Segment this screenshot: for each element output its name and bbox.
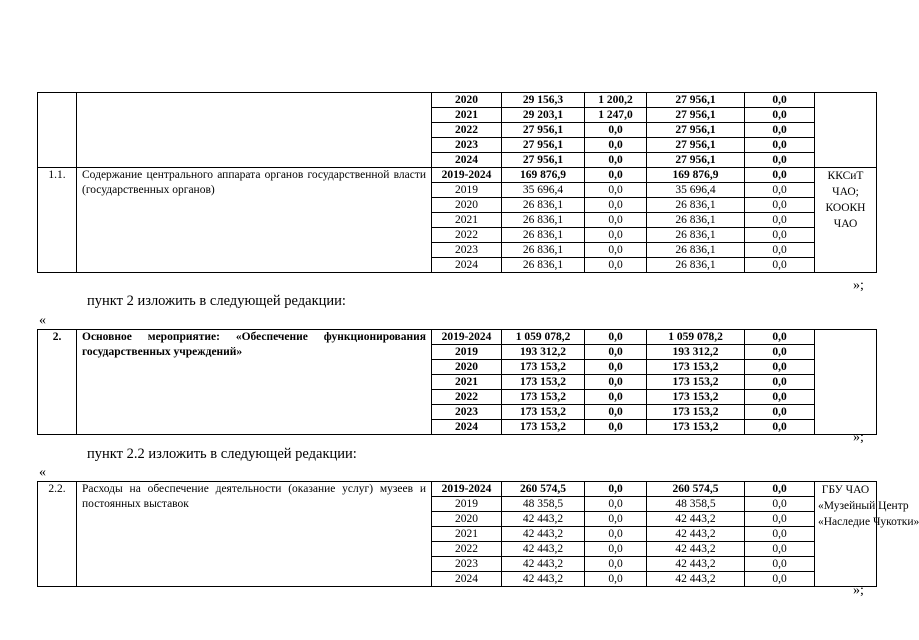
- budget-table-2: [37, 329, 877, 435]
- table-row: 1.1. Содержание центрального аппарата органов государственной власти (государственных органов) 2019-2024 169 876,9 0,0 169 876,9 0,0 ККСиТ ЧАО; КООКН ЧАО: [38, 168, 877, 183]
- responsible-executors: ККСиТ ЧАО; КООКН ЧАО: [815, 168, 877, 273]
- table-row: 2020 42 443,2 0,0 42 443,2 0,0: [38, 512, 877, 527]
- table-row: 2022 26 836,1 0,0 26 836,1 0,0: [38, 228, 877, 243]
- opening-quote: «: [39, 313, 46, 328]
- table-row: 2022 42 443,2 0,0 42 443,2 0,0: [38, 542, 877, 557]
- table-row: 2021 173 153,2 0,0 173 153,2 0,0: [38, 375, 877, 390]
- closing-quote: »;: [853, 430, 864, 445]
- table-row: 2024 173 153,2 0,0 173 153,2 0,0: [38, 420, 877, 435]
- table-row: 2022 27 956,1 0,0 27 956,1 0,0: [38, 123, 877, 138]
- table-row: 2024 26 836,1 0,0 26 836,1 0,0: [38, 258, 877, 273]
- section-number: 2.: [38, 330, 77, 435]
- table-row: 2023 173 153,2 0,0 173 153,2 0,0: [38, 405, 877, 420]
- table-row: 2022 173 153,2 0,0 173 153,2 0,0: [38, 390, 877, 405]
- responsible-executors: ГБУ ЧАО «Музейный Центр «Наследие Чукотки»: [815, 482, 877, 587]
- closing-quote: »;: [853, 583, 864, 598]
- table-row: 2019 35 696,4 0,0 35 696,4 0,0: [38, 183, 877, 198]
- table-row: 2024 42 443,2 0,0 42 443,2 0,0: [38, 572, 877, 587]
- resp-cell: [815, 93, 877, 168]
- table-row: 2020 26 836,1 0,0 26 836,1 0,0: [38, 198, 877, 213]
- resp-cell: [815, 330, 877, 435]
- section-number: 2.2.: [38, 482, 77, 587]
- section-number: 1.1.: [38, 168, 77, 273]
- budget-table-3: [37, 481, 919, 587]
- table-row: 2019 48 358,5 0,0 48 358,5 0,0: [38, 497, 877, 512]
- table-row: 2023 26 836,1 0,0 26 836,1 0,0: [38, 243, 877, 258]
- table-row: 2021 29 203,1 1 247,0 27 956,1 0,0: [38, 108, 877, 123]
- paragraph-instruction: пункт 2 изложить в следующей редакции:: [87, 293, 346, 309]
- budget-table-1: [37, 92, 877, 273]
- paragraph-instruction: пункт 2.2 изложить в следующей редакции:: [87, 446, 357, 462]
- table-row: 2023 27 956,1 0,0 27 956,1 0,0: [38, 138, 877, 153]
- section-description: Расходы на обеспечение деятельности (оказание услуг) музеев и постоянных выставок: [77, 482, 432, 587]
- closing-quote: »;: [853, 278, 864, 293]
- table-row: 2024 27 956,1 0,0 27 956,1 0,0: [38, 153, 877, 168]
- table-row: 2.2. Расходы на обеспечение деятельности (оказание услуг) музеев и постоянных выставок 2019-2024 260 574,5 0,0 260 574,5 0,0 ГБУ ЧАО «Музейный Центр «Наследие Чукотки»: [38, 482, 877, 497]
- section-description: Основное мероприятие: «Обеспечение функционирования государственных учреждений»: [77, 330, 432, 435]
- table-row: 2019 193 312,2 0,0 193 312,2 0,0: [38, 345, 877, 360]
- desc-cell: [77, 93, 432, 168]
- table-row: 2. Основное мероприятие: «Обеспечение функционирования государственных учреждений» 2019-2024 1 059 078,2 0,0 1 059 078,2 0,0: [38, 330, 877, 345]
- table-row: 2020 29 156,3 1 200,2 27 956,1 0,0: [38, 93, 877, 108]
- table-row: 2023 42 443,2 0,0 42 443,2 0,0: [38, 557, 877, 572]
- table-row: 2021 42 443,2 0,0 42 443,2 0,0: [38, 527, 877, 542]
- section-description: Содержание центрального аппарата органов государственной власти (государственных органов): [77, 168, 432, 273]
- table-row: 2020 173 153,2 0,0 173 153,2 0,0: [38, 360, 877, 375]
- opening-quote: «: [39, 465, 46, 480]
- table-row: 2021 26 836,1 0,0 26 836,1 0,0: [38, 213, 877, 228]
- num-cell: [38, 93, 77, 168]
